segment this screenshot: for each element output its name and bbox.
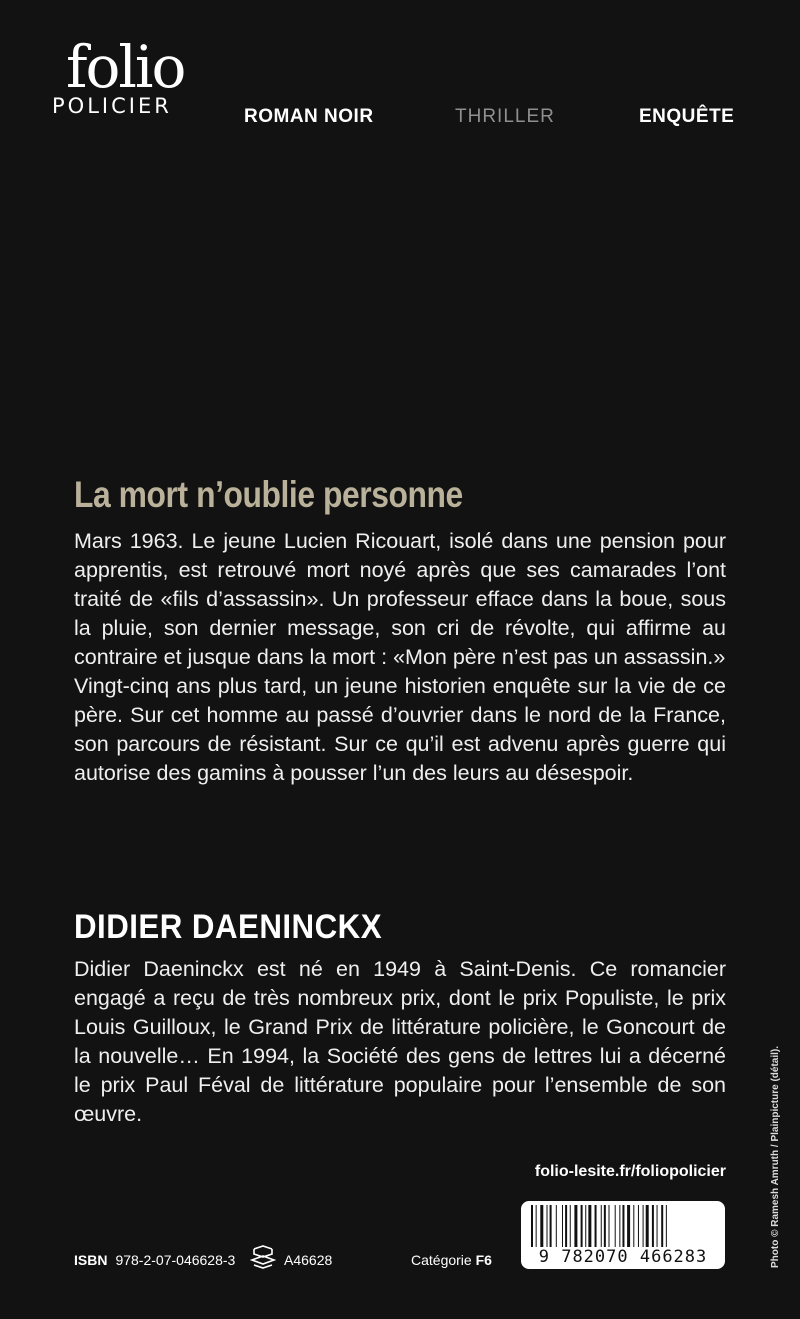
category-label: Catégorie [411, 1252, 472, 1268]
book-title: La mort n’oublie personne [74, 474, 463, 515]
barcode-bar [570, 1205, 571, 1247]
barcode-bar [666, 1205, 667, 1247]
category-value: F6 [475, 1252, 492, 1268]
barcode-bar [531, 1205, 533, 1247]
barcode-bar [657, 1205, 658, 1247]
barcode-bar [643, 1205, 644, 1247]
barcode-bars [531, 1205, 715, 1247]
barcode-bar [588, 1205, 591, 1247]
barcode-bar [615, 1205, 616, 1247]
logo-collection: POLICIER [52, 94, 172, 118]
imprint-icon [250, 1244, 276, 1270]
website-link[interactable]: folio-lesite.fr/foliopolicier [534, 1163, 726, 1180]
summary-paragraph: Vingt-cinq ans plus tard, un jeune historien enquête sur la vie de ce père. Sur cet homme au passé d’ouvrier dans le nord de la France, son parcours de résistant. Sur ce qu’il est advenu après guerre qui autorise des gamins à pousser l’un des leurs au désespoir. [74, 674, 726, 785]
genre-roman-noir: ROMAN NOIR [244, 106, 374, 127]
isbn-block [74, 1252, 235, 1268]
book-summary [74, 527, 726, 788]
barcode-bar [540, 1205, 543, 1247]
barcode-bar [652, 1205, 654, 1247]
author-name: DIDIER DAENINCKX [74, 908, 383, 946]
author-bio [74, 955, 726, 1129]
barcode [521, 1201, 725, 1269]
barcode-bar [619, 1205, 620, 1247]
isbn-number: 978-2-07-046628-3 [115, 1252, 236, 1268]
barcode-bar [547, 1205, 548, 1247]
barcode-bar [536, 1205, 537, 1247]
barcode-bar [565, 1205, 567, 1247]
barcode-bar [627, 1205, 630, 1247]
barcode-number: 9 782070 466283 [538, 1247, 708, 1267]
photo-credit: Photo © Ramesh Amruth / Plainpicture (détail). [770, 1045, 781, 1268]
barcode-bar [661, 1205, 663, 1247]
bio-paragraph: Didier Daeninckx est né en 1949 à Saint-Denis. Ce romancier engagé a reçu de très nombreux prix, dont le prix Populiste, le prix Louis Guilloux, le Grand Prix de littérature policière, le Goncourt de la nouvelle… En 1994, la Société des gens de lettres lui a décerné le prix Paul Féval de littérature populaire pour l’ensemble de son œuvre. [74, 957, 726, 1126]
barcode-bar [595, 1205, 597, 1247]
genre-enquete: ENQUÊTE [639, 106, 735, 127]
article-code: A46628 [284, 1252, 333, 1268]
barcode-bar [622, 1205, 624, 1247]
barcode-bar [574, 1205, 577, 1247]
logo-word: folio [66, 33, 185, 101]
barcode-bar [604, 1205, 606, 1247]
genre-thriller: THRILLER [455, 106, 555, 127]
barcode-bar [550, 1205, 552, 1247]
barcode-bar [601, 1205, 602, 1247]
barcode-bar [556, 1205, 557, 1247]
isbn-label: ISBN [74, 1252, 108, 1268]
summary-paragraph: Mars 1963. Le jeune Lucien Ricouart, isolé dans une pension pour apprentis, est retrouvé mort noyé après que ses camarades l’ont traité de «fils d’assassin». Un professeur efface dans la boue, sous la pluie, son dernier message, son cri de révolte, qui affirme au contraire et jusque dans la mort : «Mon père n’est pas un assassin.» [74, 529, 726, 669]
barcode-bar [562, 1205, 563, 1247]
barcode-bar [646, 1205, 649, 1247]
folio-logo [52, 33, 202, 118]
barcode-bar [638, 1205, 639, 1247]
barcode-bar [585, 1205, 586, 1247]
barcode-bar [581, 1205, 583, 1247]
category-block [411, 1252, 492, 1268]
barcode-bar [633, 1205, 634, 1247]
barcode-bar [609, 1205, 610, 1247]
